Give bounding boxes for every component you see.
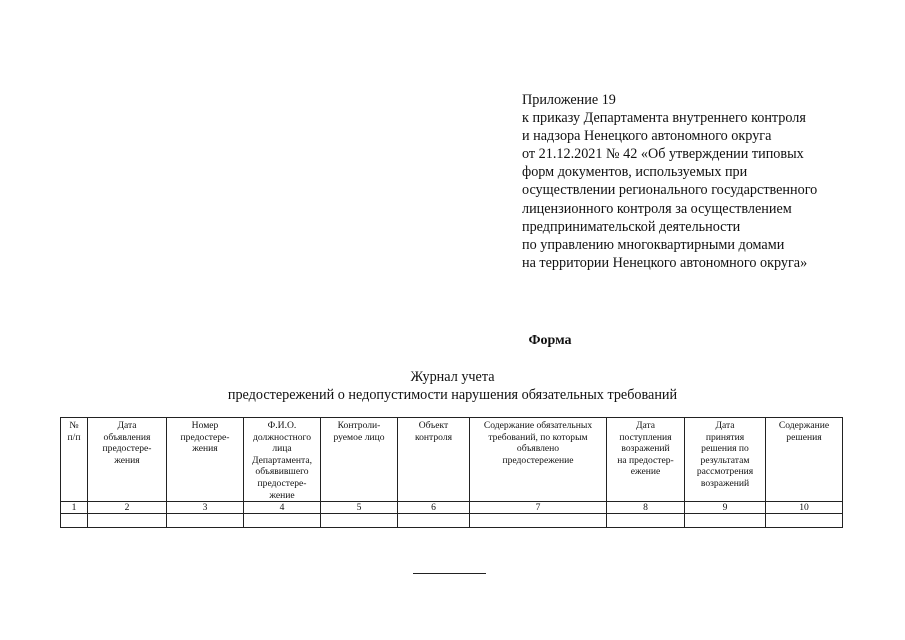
column-number-row xyxy=(61,502,843,514)
column-header-label: Контроли- руемое лицо xyxy=(333,420,385,443)
appendix-line: предпринимательской деятельности xyxy=(522,218,741,235)
column-number: 4 xyxy=(244,502,321,514)
column-header-label: Дата принятия решения по результатам рассмотрения возражений xyxy=(696,420,754,489)
column-header-label: № п/п xyxy=(67,420,81,443)
column-number: 9 xyxy=(685,502,766,514)
empty-entry-row xyxy=(61,514,843,528)
column-number: 5 xyxy=(321,502,398,514)
column-header xyxy=(766,418,843,502)
header-row xyxy=(61,418,843,502)
column-header-label: Ф.И.О. должностного лица Департамента, объявившего предостере- жение xyxy=(252,420,312,501)
appendix-reference xyxy=(522,91,862,272)
empty-cell xyxy=(470,514,607,528)
column-number: 10 xyxy=(766,502,843,514)
appendix-line: к приказу Департамента внутреннего контроля xyxy=(522,110,806,127)
appendix-line: форм документов, используемых при xyxy=(522,164,748,181)
column-header-label: Содержание решения xyxy=(778,420,830,443)
column-number: 8 xyxy=(607,502,685,514)
column-header xyxy=(685,418,766,502)
appendix-line: осуществлении регионального государственного xyxy=(522,182,818,199)
column-number: 2 xyxy=(88,502,167,514)
column-header-label: Объект контроля xyxy=(414,420,453,443)
column-header xyxy=(61,418,88,502)
column-header xyxy=(398,418,470,502)
column-header xyxy=(244,418,321,502)
empty-cell xyxy=(244,514,321,528)
column-number: 3 xyxy=(167,502,244,514)
appendix-line: по управлению многоквартирными домами xyxy=(522,236,785,253)
column-header-label: Дата поступления возражений на предостер- ежение xyxy=(617,420,674,478)
column-header-label: Дата объявления предостере- жения xyxy=(102,420,152,466)
empty-cell xyxy=(88,514,167,528)
empty-cell xyxy=(685,514,766,528)
appendix-line: на территории Ненецкого автономного округа» xyxy=(522,254,808,271)
column-header xyxy=(88,418,167,502)
appendix-line: от 21.12.2021 № 42 «Об утверждении типовых xyxy=(522,146,804,163)
journal-title-line-2: предостережений о недопустимости нарушения обязательных требований xyxy=(227,387,678,403)
appendix-line: Приложение 19 xyxy=(522,92,616,108)
empty-cell xyxy=(766,514,843,528)
column-number: 1 xyxy=(61,502,88,514)
column-number: 6 xyxy=(398,502,470,514)
column-header-label: Номер предостере- жения xyxy=(180,420,230,455)
journal-title xyxy=(0,368,905,404)
column-number: 7 xyxy=(470,502,607,514)
empty-cell xyxy=(398,514,470,528)
journal-table xyxy=(60,417,843,528)
column-header-label: Содержание обязательных требований, по которым объявлено предостережение xyxy=(483,420,593,466)
column-header xyxy=(607,418,685,502)
empty-cell xyxy=(61,514,88,528)
journal-title-line-1: Журнал учета xyxy=(410,369,495,385)
empty-cell xyxy=(607,514,685,528)
column-header xyxy=(321,418,398,502)
footer-divider xyxy=(413,573,486,574)
column-header xyxy=(167,418,244,502)
form-label: Форма xyxy=(528,333,572,348)
empty-cell xyxy=(321,514,398,528)
appendix-line: лицензионного контроля за осуществлением xyxy=(522,200,792,217)
appendix-line: и надзора Ненецкого автономного округа xyxy=(522,128,772,145)
column-header xyxy=(470,418,607,502)
empty-cell xyxy=(167,514,244,528)
